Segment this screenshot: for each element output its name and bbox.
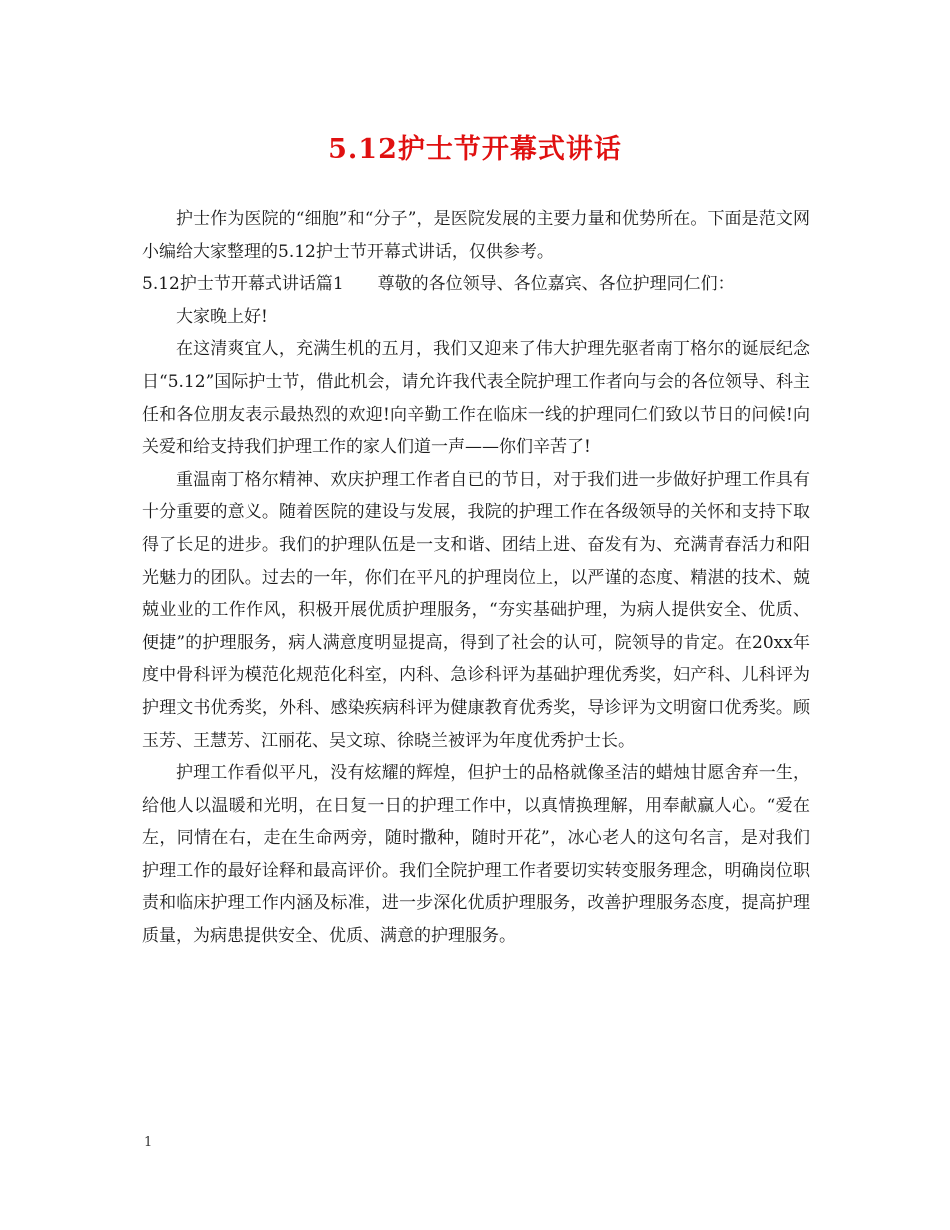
section-heading-line	[142, 268, 810, 301]
salutation: 尊敬的各位领导、各位嘉宾、各位护理同仁们：	[377, 274, 735, 295]
section-heading: 5.12护士节开幕式讲话篇1	[142, 274, 344, 295]
page-number: 1	[144, 1135, 153, 1150]
document-body	[142, 203, 810, 953]
body-paragraph-2: 重温南丁格尔精神、欢庆护理工作者自已的节日，对于我们进一步做好护理工作具有十分重要的意义。随着医院的建设与发展，我院的护理工作在各级领导的关怀和支持下取得了长足的进步。我们的护理队伍是一支和谐、团结上进、奋发有为、充满青春活力和阳光魅力的团队。过去的一年，你们在平凡的护理岗位上，以严谨的态度、精湛的技术、兢兢业业的工作作风，积极开展优质护理服务，“夯实基础护理，为病人提供安全、优质、便捷”的护理服务，病人满意度明显提高，得到了社会的认可，院领导的肯定。在20xx年度中骨科评为模范化规范化科室，内科、急诊科评为基础护理优秀奖，妇产科、儿科评为护理文书优秀奖，外科、感染疾病科评为健康教育优秀奖，导诊评为文明窗口优秀奖。顾玉芳、王慧芳、江丽花、吴文琼、徐晓兰被评为年度优秀护士长。	[142, 469, 810, 751]
body-paragraph-3: 护理工作看似平凡，没有炫耀的辉煌，但护士的品格就像圣洁的蜡烛甘愿舍弃一生，给他人以温暖和光明，在日复一日的护理工作中，以真情换理解，用奉献赢人心。“爱在左，同情在右，走在生命两旁，随时撒种，随时开花”，冰心老人的这句名言，是对我们护理工作的最好诠释和最高评价。我们全院护理工作者要切实转变服务理念，明确岗位职责和临床护理工作内涵及标准，进一步深化优质护理服务，改善护理服务态度，提高护理质量，为病患提供安全、优质、满意的护理服务。	[142, 763, 810, 947]
body-paragraph-1: 在这清爽宜人，充满生机的五月，我们又迎来了伟大护理先驱者南丁格尔的诞辰纪念日“5.12”国际护士节，借此机会，请允许我代表全院护理工作者向与会的各位领导、科主任和各位朋友表示最热烈的欢迎!向辛勤工作在临床一线的护理同仁们致以节日的问候!向关爱和给支持我们护理工作的家人们道一声——你们辛苦了!	[142, 339, 810, 458]
intro-paragraph: 护士作为医院的“细胞”和“分子”，是医院发展的主要力量和优势所在。下面是范文网小编给大家整理的5.12护士节开幕式讲话，仅供参考。	[142, 209, 810, 262]
document-title: 5.12护士节开幕式讲话	[328, 134, 622, 165]
greeting-paragraph: 大家晚上好!	[176, 306, 268, 327]
